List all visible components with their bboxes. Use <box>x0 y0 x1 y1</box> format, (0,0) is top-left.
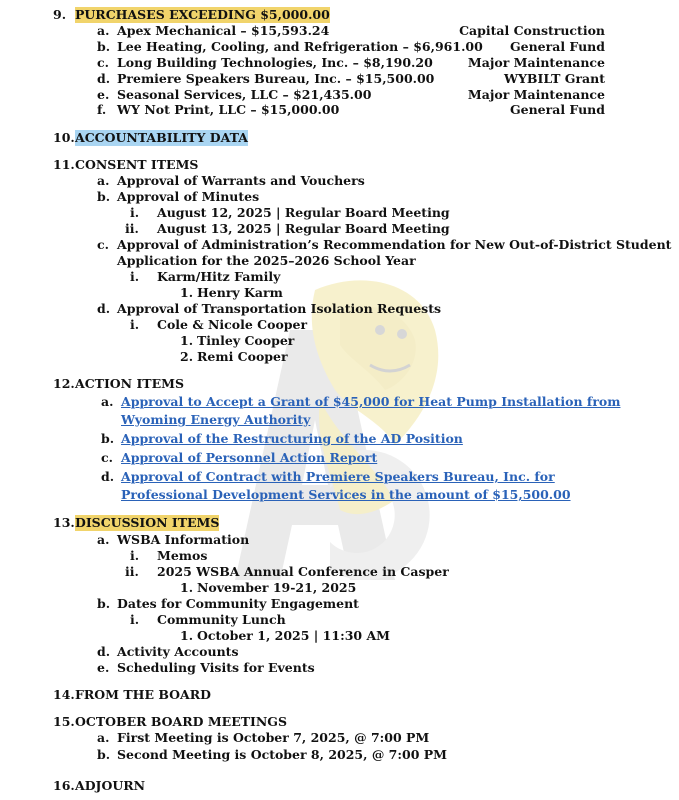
consent-roman: i. <box>130 317 140 332</box>
october-letter: b. <box>97 747 111 762</box>
purchase-item: WY Not Print, LLC – $15,000.00 <box>117 102 340 117</box>
consent-item-continued: Application for the 2025–2026 School Year <box>117 253 416 268</box>
purchase-fund: Major Maintenance <box>467 55 605 70</box>
consent-number: 2. <box>180 349 194 364</box>
purchase-letter: f. <box>97 102 107 117</box>
action-item-link-speakers-contract-cont[interactable]: Professional Development Services in the amount of $15,500.00 <box>121 487 571 502</box>
consent-item: Approval of Transportation Isolation Requests <box>117 301 442 316</box>
discussion-subsubitem: November 19-21, 2025 <box>197 580 357 595</box>
action-letter: b. <box>101 431 115 446</box>
discussion-roman: i. <box>130 612 140 627</box>
discussion-item: Scheduling Visits for Events <box>117 660 315 675</box>
discussion-subsubitem: October 1, 2025 | 11:30 AM <box>197 628 390 643</box>
purchase-item: Lee Heating, Cooling, and Refrigeration – $6,961.00 <box>117 39 483 54</box>
section-13-title: DISCUSSION ITEMS <box>75 515 220 530</box>
purchase-fund: General Fund <box>509 39 605 54</box>
discussion-letter: e. <box>97 660 110 675</box>
purchase-item: Apex Mechanical – $15,593.24 <box>117 23 330 38</box>
action-item-link-speakers-contract[interactable]: Approval of Contract with Premiere Speakers Bureau, Inc. for <box>121 469 555 484</box>
discussion-letter: b. <box>97 596 111 611</box>
section-10-number: 10. <box>53 130 75 145</box>
discussion-subitem: 2025 WSBA Annual Conference in Casper <box>157 564 449 579</box>
section-12-number: 12. <box>53 376 75 391</box>
section-11-number: 11. <box>53 157 75 172</box>
consent-number: 1. <box>180 285 194 300</box>
discussion-roman: ii. <box>125 564 139 579</box>
action-letter: c. <box>101 450 113 465</box>
october-item: Second Meeting is October 8, 2025, @ 7:00 PM <box>117 747 447 762</box>
purchase-letter: c. <box>97 55 109 70</box>
purchase-fund: General Fund <box>509 102 605 117</box>
consent-item: Approval of Administration’s Recommendation for New Out-of-District Student <box>117 237 672 252</box>
section-14-title: FROM THE BOARD <box>75 687 211 702</box>
discussion-letter: d. <box>97 644 111 659</box>
purchase-item: Long Building Technologies, Inc. – $8,190.20 <box>117 55 433 70</box>
section-12-title: ACTION ITEMS <box>75 376 185 391</box>
consent-roman: i. <box>130 205 140 220</box>
action-item-link-heat-pump-grant[interactable]: Approval to Accept a Grant of $45,000 for Heat Pump Installation from <box>121 394 621 409</box>
consent-letter: c. <box>97 237 109 252</box>
discussion-number: 1. <box>180 580 194 595</box>
section-16-number: 16. <box>53 778 75 793</box>
action-letter: d. <box>101 469 115 484</box>
consent-roman: ii. <box>125 221 139 236</box>
section-11-title: CONSENT ITEMS <box>75 157 199 172</box>
action-item-link-heat-pump-grant-cont[interactable]: Wyoming Energy Authority <box>121 412 311 427</box>
purchase-letter: b. <box>97 39 111 54</box>
consent-roman: i. <box>130 269 140 284</box>
discussion-item: Activity Accounts <box>117 644 239 659</box>
action-item-link-ad-restructuring[interactable]: Approval of the Restructuring of the AD Position <box>121 431 463 446</box>
consent-letter: a. <box>97 173 110 188</box>
october-item: First Meeting is October 7, 2025, @ 7:00 PM <box>117 730 430 745</box>
october-letter: a. <box>97 730 110 745</box>
section-9-title: PURCHASES EXCEEDING $5,000.00 <box>75 7 330 22</box>
consent-subitem: August 12, 2025 | Regular Board Meeting <box>157 205 450 220</box>
consent-subsubitem: Tinley Cooper <box>197 333 295 348</box>
discussion-number: 1. <box>180 628 194 643</box>
consent-subitem: August 13, 2025 | Regular Board Meeting <box>157 221 450 236</box>
section-13-number: 13. <box>53 515 75 530</box>
consent-item: Approval of Minutes <box>117 189 260 204</box>
discussion-letter: a. <box>97 532 110 547</box>
discussion-subitem: Memos <box>157 548 208 563</box>
purchase-fund: Capital Construction <box>459 23 605 38</box>
discussion-subitem: Community Lunch <box>157 612 286 627</box>
section-14-number: 14. <box>53 687 75 702</box>
consent-number: 1. <box>180 333 194 348</box>
purchase-fund: WYBILT Grant <box>503 71 605 86</box>
discussion-item: WSBA Information <box>117 532 250 547</box>
purchase-letter: e. <box>97 87 110 102</box>
purchase-fund: Major Maintenance <box>467 87 605 102</box>
consent-subitem: Cole & Nicole Cooper <box>157 317 308 332</box>
consent-letter: d. <box>97 301 111 316</box>
section-15-title: OCTOBER BOARD MEETINGS <box>75 714 287 729</box>
discussion-item: Dates for Community Engagement <box>117 596 359 611</box>
consent-letter: b. <box>97 189 111 204</box>
action-item-link-personnel-report[interactable]: Approval of Personnel Action Report <box>121 450 378 465</box>
consent-subsubitem: Henry Karm <box>197 285 283 300</box>
section-16-title: ADJOURN <box>75 778 146 793</box>
section-9-number: 9. <box>53 7 67 22</box>
purchase-letter: a. <box>97 23 110 38</box>
action-letter: a. <box>101 394 114 409</box>
consent-subitem: Karm/Hitz Family <box>157 269 281 284</box>
purchase-letter: d. <box>97 71 111 86</box>
purchase-item: Premiere Speakers Bureau, Inc. – $15,500.00 <box>117 71 435 86</box>
discussion-roman: i. <box>130 548 140 563</box>
consent-item: Approval of Warrants and Vouchers <box>117 173 365 188</box>
purchase-item: Seasonal Services, LLC – $21,435.00 <box>117 87 372 102</box>
section-10-title: ACCOUNTABILITY DATA <box>75 130 248 145</box>
section-15-number: 15. <box>53 714 75 729</box>
consent-subsubitem: Remi Cooper <box>197 349 288 364</box>
